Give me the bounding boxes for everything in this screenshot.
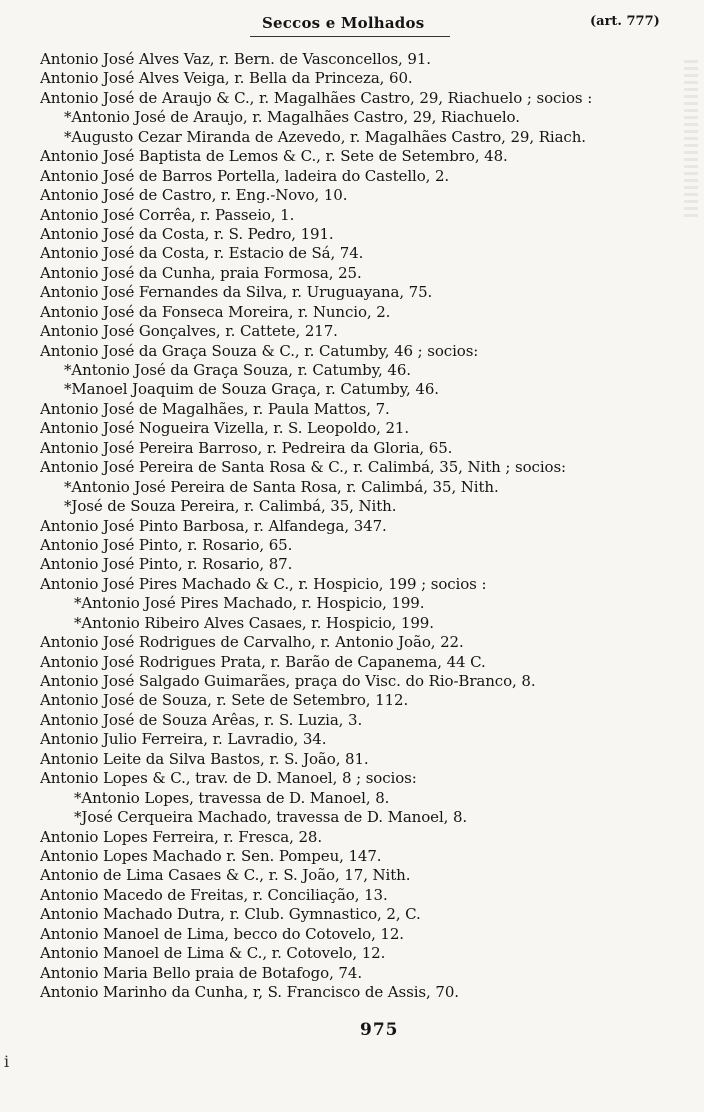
directory-entry: Antonio José Pinto Barbosa, r. Alfandega, 347.: [40, 516, 387, 535]
partner-entry: *Antonio José de Araujo, r. Magalhães Castro, 29, Riachuelo.: [64, 108, 520, 127]
directory-entry: Antonio José Baptista de Lemos & C., r. Sete de Setembro, 48.: [40, 147, 508, 166]
running-header: [250, 14, 690, 36]
directory-entry: Antonio José Alves Veiga, r. Bella da Princeza, 60.: [40, 69, 413, 88]
partner-entry: *Antonio José Pires Machado, r. Hospicio, 199.: [74, 594, 425, 613]
page-number: 975: [360, 1020, 399, 1040]
directory-entry: Antonio Marinho da Cunha, r, S. Francisco de Assis, 70.: [40, 983, 459, 1001]
directory-entry: Antonio José da Fonseca Moreira, r. Nuncio, 2.: [40, 302, 391, 321]
directory-entry: Antonio José Nogueira Vizella, r. S. Leopoldo, 21.: [40, 419, 410, 438]
directory-entry: Antonio José Alves Vaz, r. Bern. de Vasconcellos, 91.: [40, 50, 431, 68]
directory-entry: Antonio José de Souza Arêas, r. S. Luzia, 3.: [40, 710, 363, 729]
directory-entry: Antonio Lopes Machado r. Sen. Pompeu, 147.: [40, 846, 382, 865]
partner-entry: *Antonio Lopes, travessa de D. Manoel, 8.: [74, 788, 390, 807]
partner-entry: *Augusto Cezar Miranda de Azevedo, r. Magalhães Castro, 29, Riach.: [64, 127, 586, 146]
directory-entry: Antonio José de Araujo & C., r. Magalhães Castro, 29, Riachuelo ; socios :: [40, 88, 593, 107]
directory-entry: Antonio José Gonçalves, r. Cattete, 217.: [40, 322, 338, 341]
directory-entry: Antonio José Pereira de Santa Rosa & C., r. Calimbá, 35, Nith ; socios:: [40, 458, 566, 477]
header-title: Seccos e Molhados: [262, 14, 425, 32]
directory-entry: Antonio José Fernandes da Silva, r. Uruguayana, 75.: [40, 283, 433, 302]
directory-entry-list: [40, 50, 676, 1002]
header-rule: [250, 36, 450, 37]
partner-entry: *Antonio José da Graça Souza, r. Catumby, 46.: [64, 361, 411, 379]
directory-entry: Antonio José da Cunha, praia Formosa, 25.: [40, 263, 362, 282]
partner-entry: *José Cerqueira Machado, travessa de D. Manoel, 8.: [74, 808, 468, 827]
directory-entry: Antonio José de Magalhães, r. Paula Mattos, 7.: [40, 399, 390, 418]
directory-entry: Antonio José Pinto, r. Rosario, 87.: [40, 555, 293, 574]
directory-entry: Antonio José Corrêa, r. Passeio, 1.: [40, 205, 295, 224]
partner-entry: *Antonio José Pereira de Santa Rosa, r. Calimbá, 35, Nith.: [64, 477, 499, 496]
header-article-ref: (art. 777): [590, 14, 660, 29]
directory-entry: Antonio José de Barros Portella, ladeira do Castello, 2.: [40, 166, 450, 185]
directory-entry: Antonio Julio Ferreira, r. Lavradio, 34.: [40, 730, 327, 749]
page-edge-noise: [684, 60, 698, 220]
directory-entry: Antonio José Pinto, r. Rosario, 65.: [40, 535, 293, 554]
directory-entry: Antonio Lopes Ferreira, r. Fresca, 28.: [40, 827, 323, 846]
directory-entry: Antonio José da Costa, r. S. Pedro, 191.: [40, 224, 334, 243]
directory-entry: Antonio José Rodrigues de Carvalho, r. Antonio João, 22.: [40, 633, 464, 652]
directory-entry: Antonio Macedo de Freitas, r. Conciliação, 13.: [40, 885, 388, 904]
partner-entry: *Manoel Joaquim de Souza Graça, r. Catumby, 46.: [64, 380, 439, 399]
directory-entry: Antonio Manoel de Lima & C., r. Cotovelo, 12.: [40, 944, 386, 963]
directory-entry: Antonio Leite da Silva Bastos, r. S. João, 81.: [40, 749, 369, 768]
directory-entry: Antonio Lopes & C., trav. de D. Manoel, 8 ; socios:: [40, 769, 417, 788]
directory-entry: Antonio José da Costa, r. Estacio de Sá, 74.: [40, 244, 364, 263]
directory-entry: Antonio José Pereira Barroso, r. Pedreira da Gloria, 65.: [40, 438, 453, 457]
partner-entry: *Antonio Ribeiro Alves Casaes, r. Hospicio, 199.: [74, 613, 434, 632]
directory-entry: Antonio Manoel de Lima, becco do Cotovelo, 12.: [40, 924, 404, 943]
partner-entry: *José de Souza Pereira, r. Calimbá, 35, Nith.: [64, 497, 397, 516]
directory-entry: Antonio José Pires Machado & C., r. Hospicio, 199 ; socios :: [40, 574, 487, 593]
directory-entry: Antonio José Salgado Guimarães, praça do Visc. do Rio-Branco, 8.: [40, 672, 536, 690]
margin-mark: i: [4, 1052, 10, 1071]
directory-entry: Antonio José de Castro, r. Eng.-Novo, 10.: [40, 186, 348, 205]
directory-entry: Antonio Maria Bello praia de Botafogo, 74.: [40, 963, 362, 982]
directory-entry: Antonio José de Souza, r. Sete de Setembro, 112.: [40, 691, 409, 710]
directory-entry: Antonio Machado Dutra, r. Club. Gymnastico, 2, C.: [40, 905, 421, 924]
directory-entry: Antonio José Rodrigues Prata, r. Barão de Capanema, 44 C.: [40, 652, 486, 671]
directory-entry: Antonio de Lima Casaes & C., r. S. João, 17, Nith.: [40, 866, 411, 885]
directory-entry: Antonio José da Graça Souza & C., r. Catumby, 46 ; socios:: [40, 341, 479, 360]
